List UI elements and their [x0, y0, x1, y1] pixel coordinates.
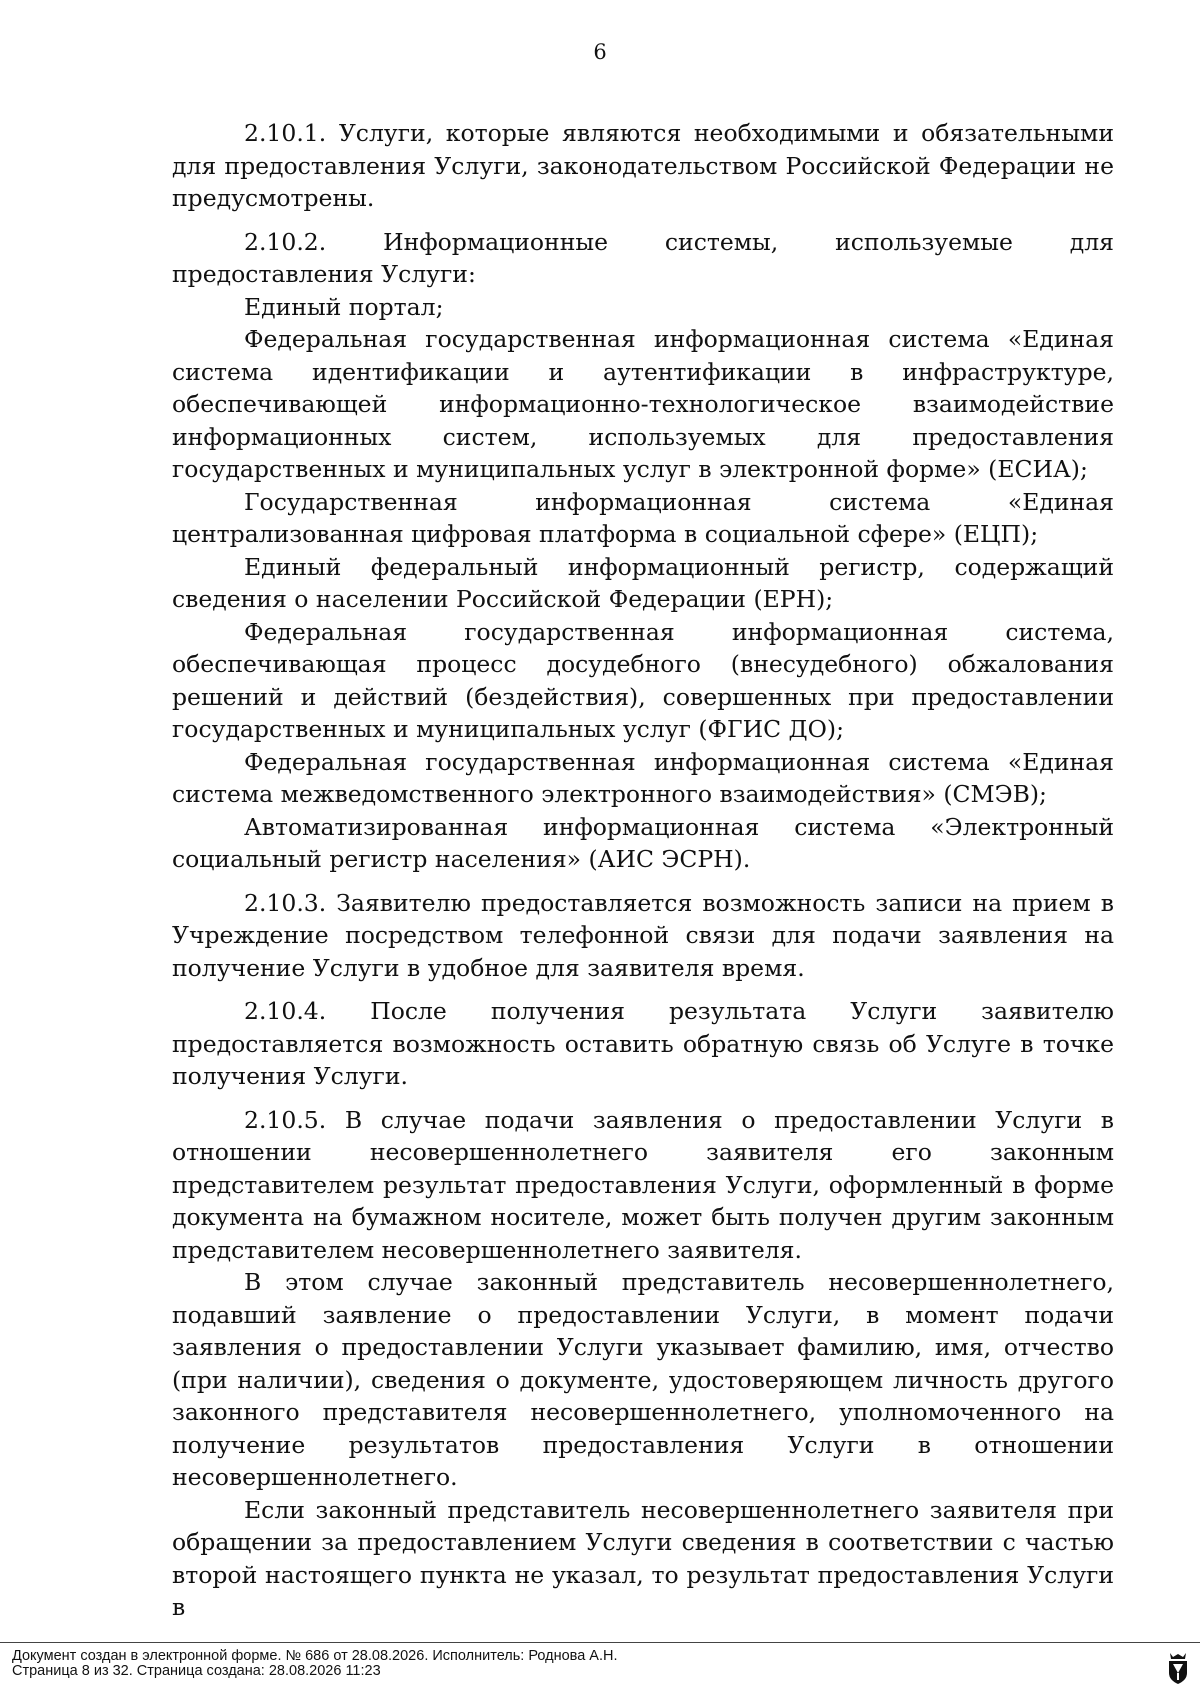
- paragraph-2-10-2: 2.10.2. Информационные системы, используемые для предоставления Услуги:: [172, 227, 1114, 288]
- paragraph-2-10-3: 2.10.3. Заявителю предоставляется возможность записи на прием в Учреждение посредством телефонной связи для подачи заявления на получение Услуги в удобное для заявителя время.: [172, 888, 1114, 982]
- footer-line-page: Страница 8 из 32. Страница создана: 28.08.2026 11:23: [12, 1663, 381, 1679]
- paragraph-2-10-1: 2.10.1. Услуги, которые являются необходимыми и обязательными для предоставления Услуги, законодательством Российской Федерации не предусмотрены.: [172, 119, 1114, 212]
- document-footer: [0, 1642, 1200, 1679]
- paragraph-list-item: Автоматизированная информационная система «Электронный социальный регистр населения» (АИС ЭСРН).: [172, 812, 1114, 873]
- paragraph-list-item: Федеральная государственная информационная система, обеспечивающая процесс досудебного (внесудебного) обжалования решений и действий (бездействия), совершенных при предоставлении государственных и муниципальных услуг (ФГИС ДО);: [172, 617, 1114, 743]
- paragraph-2-10-5: 2.10.5. В случае подачи заявления о предоставлении Услуги в отношении несовершеннолетнего заявителя его законным представителем результат предоставления Услуги, оформленный в форме документа на бумажном носителе, может быть получен другим законным представителем несовершеннолетнего заявителя.: [172, 1105, 1114, 1264]
- paragraph-list-item: Единый портал;: [244, 292, 444, 321]
- footer-text: [12, 1649, 618, 1679]
- page-number: 6: [593, 40, 607, 64]
- paragraph-list-item: Единый федеральный информационный регистр, содержащий сведения о населении Российской Федерации (ЕРН);: [172, 552, 1114, 613]
- paragraph-2-10-4: 2.10.4. После получения результата Услуги заявителю предоставляется возможность оставить обратную связь об Услуге в точке получения Услуги.: [172, 997, 1114, 1090]
- footer-line-document: Документ создан в электронной форме. № 686 от 28.08.2026. Исполнитель: Роднова А.Н.: [12, 1648, 618, 1664]
- coat-of-arms-icon: [1166, 1651, 1190, 1685]
- paragraph-list-item: Федеральная государственная информационная система «Единая система межведомственного электронного взаимодействия» (СМЭВ);: [172, 747, 1114, 808]
- paragraph-list-item: Федеральная государственная информационная система «Единая система идентификации и аутентификации в инфраструктуре, обеспечивающей информационно-технологическое взаимодействие информационных систем, используемых для предоставления государственных и муниципальных услуг в электронной форме» (ЕСИА);: [172, 325, 1114, 483]
- document-body: [172, 117, 1114, 1624]
- paragraph-2-10-5-part-2: В этом случае законный представитель несовершеннолетнего, подавший заявление о предоставлении Услуги, в момент подачи заявления о предоставлении Услуги указывает фамилию, имя, отчество (при наличии), сведения о документе, удостоверяющем личность другого законного представителя несовершеннолетнего, уполномоченного на получение результатов предоставления Услуги в отношении несовершеннолетнего.: [172, 1268, 1114, 1491]
- paragraph-2-10-5-part-3: Если законный представитель несовершеннолетнего заявителя при обращении за предоставлением Услуги сведения в соответствии с частью второй настоящего пункта не указал, то результат предоставления Услуги в: [172, 1495, 1114, 1621]
- paragraph-list-item: Государственная информационная система «Единая централизованная цифровая платформа в социальной сфере» (ЕЦП);: [172, 487, 1114, 548]
